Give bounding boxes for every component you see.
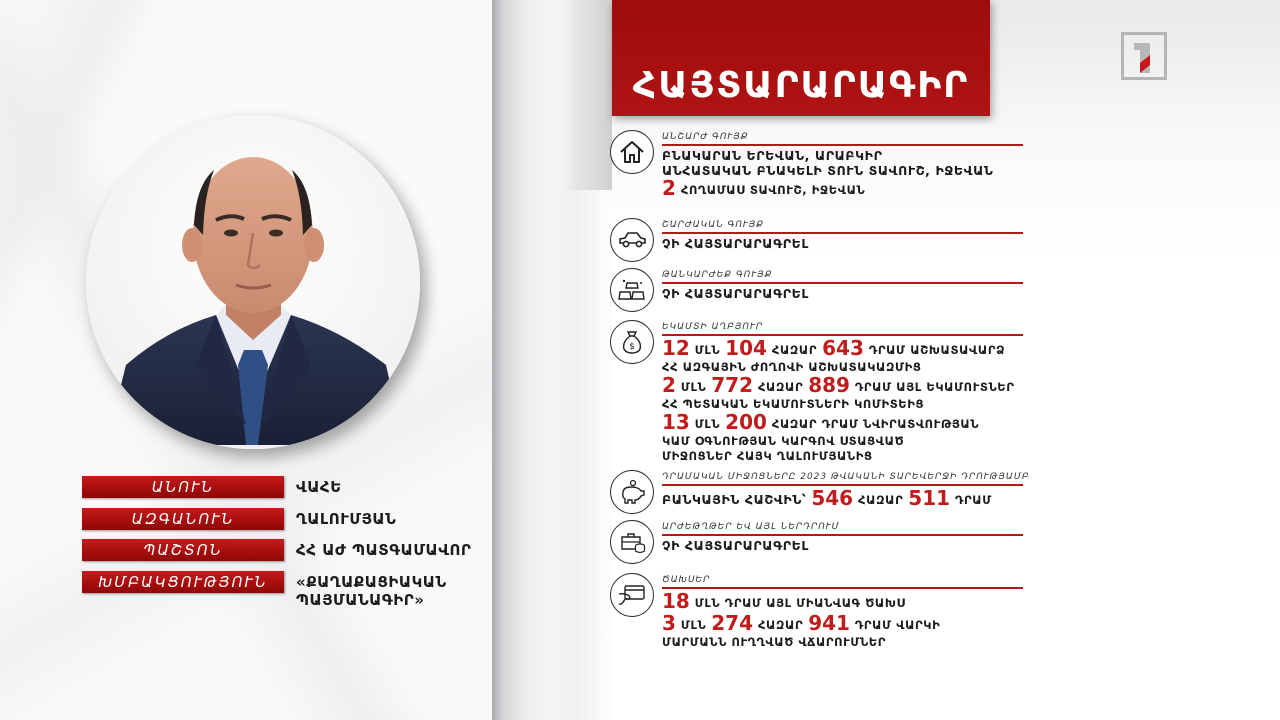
declaration-header [612, 0, 990, 116]
unit-millions: ՄԼՆ [680, 380, 707, 394]
expense-item-1 [662, 591, 1082, 613]
section-heading: ԾԱԽՍԵՐ [662, 574, 1023, 589]
income-item-3-detail-2: ՄԻՋՈՑՆԵՐ ՀԱՅԿ ՂԱԼՈՒՄՅԱՆԻՑ [662, 449, 873, 463]
income-type: ՀԱԶԱՐ ԴՐԱՄ ՆՎԻՐԱՏՎՈՒԹՅԱՆ [771, 417, 980, 431]
section-body [662, 338, 1082, 464]
income-item-3 [662, 412, 1082, 434]
section-body [662, 286, 1082, 301]
faction-value: «ՔԱՂԱՔԱՑԻԱԿԱՆ ՊԱՅՄԱՆԱԳԻՐ» [296, 572, 447, 609]
channel-1-logo [1121, 32, 1167, 80]
section-heading: ԱՐԺԵԹՂԹԵՐ ԵՎ ԱՅԼ ՆԵՐԴՐՈՒՄ [662, 521, 1023, 536]
unit-millions: ՄԼՆ [694, 343, 721, 357]
expense-item-2 [662, 613, 1082, 635]
section-heading: ԵԿԱՄՏԻ ԱՂԲՅՈՒՐ [662, 321, 1023, 336]
info-row-name [82, 476, 496, 508]
amount-thousands: 772 [711, 373, 753, 397]
section-heading: ԱՆՇԱՐԺ ԳՈՒՅՔ [662, 131, 1023, 146]
plot-count: 2 [662, 176, 676, 200]
amount-millions: 3 [662, 611, 676, 635]
real-estate-line-3 [662, 178, 1082, 200]
income-type: ԴՐԱՄ ԱՅԼ ԵԿԱՄՈՒՏՆԵՐ [854, 380, 1015, 394]
securities-status: ՉԻ ՀԱՅՏԱՐԱՐԱԳՐԵԼ [662, 538, 809, 553]
bank-account-label: ԲԱՆԿԱՅԻՆ ՀԱՇՎԻՆ՝ [662, 492, 807, 507]
svg-text:$: $ [629, 342, 635, 352]
section-heading: ՇԱՐԺԱԿԱՆ ԳՈՒՅՔ [662, 219, 1023, 234]
movable-status: ՉԻ ՀԱՅՏԱՐԱՐԱԳՐԵԼ [662, 236, 809, 251]
surname-value: ՂԱԼՈՒՄՅԱՆ [296, 509, 397, 528]
name-label: ԱՆՈՒՆ [82, 476, 284, 498]
income-item-1 [662, 338, 1082, 360]
section-body [662, 538, 1082, 553]
income-type: ԴՐԱՄ ԱՇԽԱՏԱՎԱՐՁ [868, 343, 1006, 357]
house-icon [610, 130, 654, 174]
expense-type: ՄԼՆ ԴՐԱՄ ԱՅԼ ՄԻԱՆՎԱԳ ԾԱԽՍ [694, 596, 906, 610]
valuables-status: ՉԻ ՀԱՅՏԱՐԱՐԱԳՐԵԼ [662, 286, 809, 301]
amount-drams: 511 [908, 486, 951, 510]
amount-millions: 12 [662, 336, 690, 360]
amount-thousands: 274 [711, 611, 753, 635]
amount-drams: 941 [808, 611, 850, 635]
income-item-2 [662, 375, 1082, 397]
car-icon [610, 218, 654, 262]
position-value: ՀՀ ԱԺ ՊԱՏԳԱՄԱՎՈՐ [296, 541, 472, 559]
amount-thousands: 104 [725, 336, 767, 360]
page-fold-shadow [492, 0, 612, 190]
unit-millions: ՄԼՆ [680, 618, 707, 632]
section-body [662, 236, 1082, 251]
faction-label: ԽՄԲԱԿՑՈՒԹՅՈՒՆ [82, 571, 284, 593]
unit-millions: ՄԼՆ [694, 417, 721, 431]
unit-drams: ԴՐԱՄ [955, 493, 992, 507]
real-estate-line-1: ԲՆԱԿԱՐԱՆ ԵՐԵՎԱՆ, ԱՐԱԲԿԻՐ [662, 148, 883, 163]
portrait-illustration [86, 115, 420, 449]
section-body [662, 488, 1082, 510]
bank-balance [662, 488, 1082, 510]
section-body [662, 591, 1082, 650]
surname-label: ԱԶԳԱՆՈՒՆ [82, 508, 284, 530]
amount-thousands: 546 [811, 486, 854, 510]
amount-drams: 643 [822, 336, 864, 360]
expense-type: ԴՐԱՄ ՎԱՐԿԻ [854, 618, 941, 632]
info-row-surname [82, 508, 496, 540]
amount-thousands: 200 [725, 410, 767, 434]
amount-millions: 13 [662, 410, 690, 434]
amount-drams: 889 [808, 373, 850, 397]
income-item-2-source: ՀՀ ՊԵՏԱԿԱՆ ԵԿԱՄՈՒՏՆԵՐԻ ԿՈՄԻՏԵԻՑ [662, 397, 925, 411]
briefcase-coins-icon [610, 520, 654, 564]
unit-thousands: ՀԱԶԱՐ [757, 380, 804, 394]
personal-info [82, 476, 496, 609]
amount-millions: 2 [662, 373, 676, 397]
position-label: ՊԱՇՏՈՆ [82, 539, 284, 561]
unit-thousands: ՀԱԶԱՐ [771, 343, 818, 357]
section-heading: ԴՐԱՄԱԿԱՆ ՄԻՋՈՑՆԵՐԸ 2023 ԹՎԱԿԱՆԻ ՏԱՐԵՎԵՐՋԻ ԴՐՈՒԹՅԱՄԲ [662, 471, 1023, 486]
money-bag-icon [610, 320, 654, 364]
plot-text: ՀՈՂԱՄԱՍ ՏԱՎՈՒՇ, ԻՋԵՎԱՆ [680, 183, 866, 197]
unit-thousands: ՀԱԶԱՐ [858, 493, 904, 507]
page-title: ՀԱՅՏԱՐԱՐԱԳԻՐ [632, 65, 970, 106]
info-row-faction [82, 571, 496, 609]
section-heading: ԹԱՆԿԱՐԺԵՔ ԳՈՒՅՔ [662, 269, 1023, 284]
income-item-1-source: ՀՀ ԱԶԳԱՅԻՆ ԺՈՂՈՎԻ ԱՇԽԱՏԱԿԱԶՄԻՑ [662, 360, 922, 374]
section-body [662, 148, 1082, 200]
portrait-photo [86, 115, 420, 449]
logo-one-icon [1132, 41, 1158, 75]
gold-bars-icon [610, 268, 654, 312]
unit-thousands: ՀԱԶԱՐ [757, 618, 804, 632]
real-estate-line-2: ԱՆՀԱՏԱԿԱՆ ԲՆԱԿԵԼԻ ՏՈՒՆ ՏԱՎՈՒՇ, ԻՋԵՎԱՆ [662, 163, 994, 178]
piggy-bank-icon [610, 470, 654, 514]
income-item-3-detail-1: ԿԱՄ ՕԳՆՈՒԹՅԱՆ ԿԱՐԳՈՎ ՍՏԱՑՎԱԾ [662, 434, 905, 448]
expense-item-2-detail: ՄԱՐՄԱՆՆ ՈՒՂՂՎԱԾ ՎՃԱՐՈՒՄՆԵՐ [662, 635, 887, 649]
card-payment-icon [610, 573, 654, 617]
amount-millions: 18 [662, 589, 690, 613]
name-value: ՎԱՀԵ [296, 478, 342, 496]
info-row-position [82, 539, 496, 571]
